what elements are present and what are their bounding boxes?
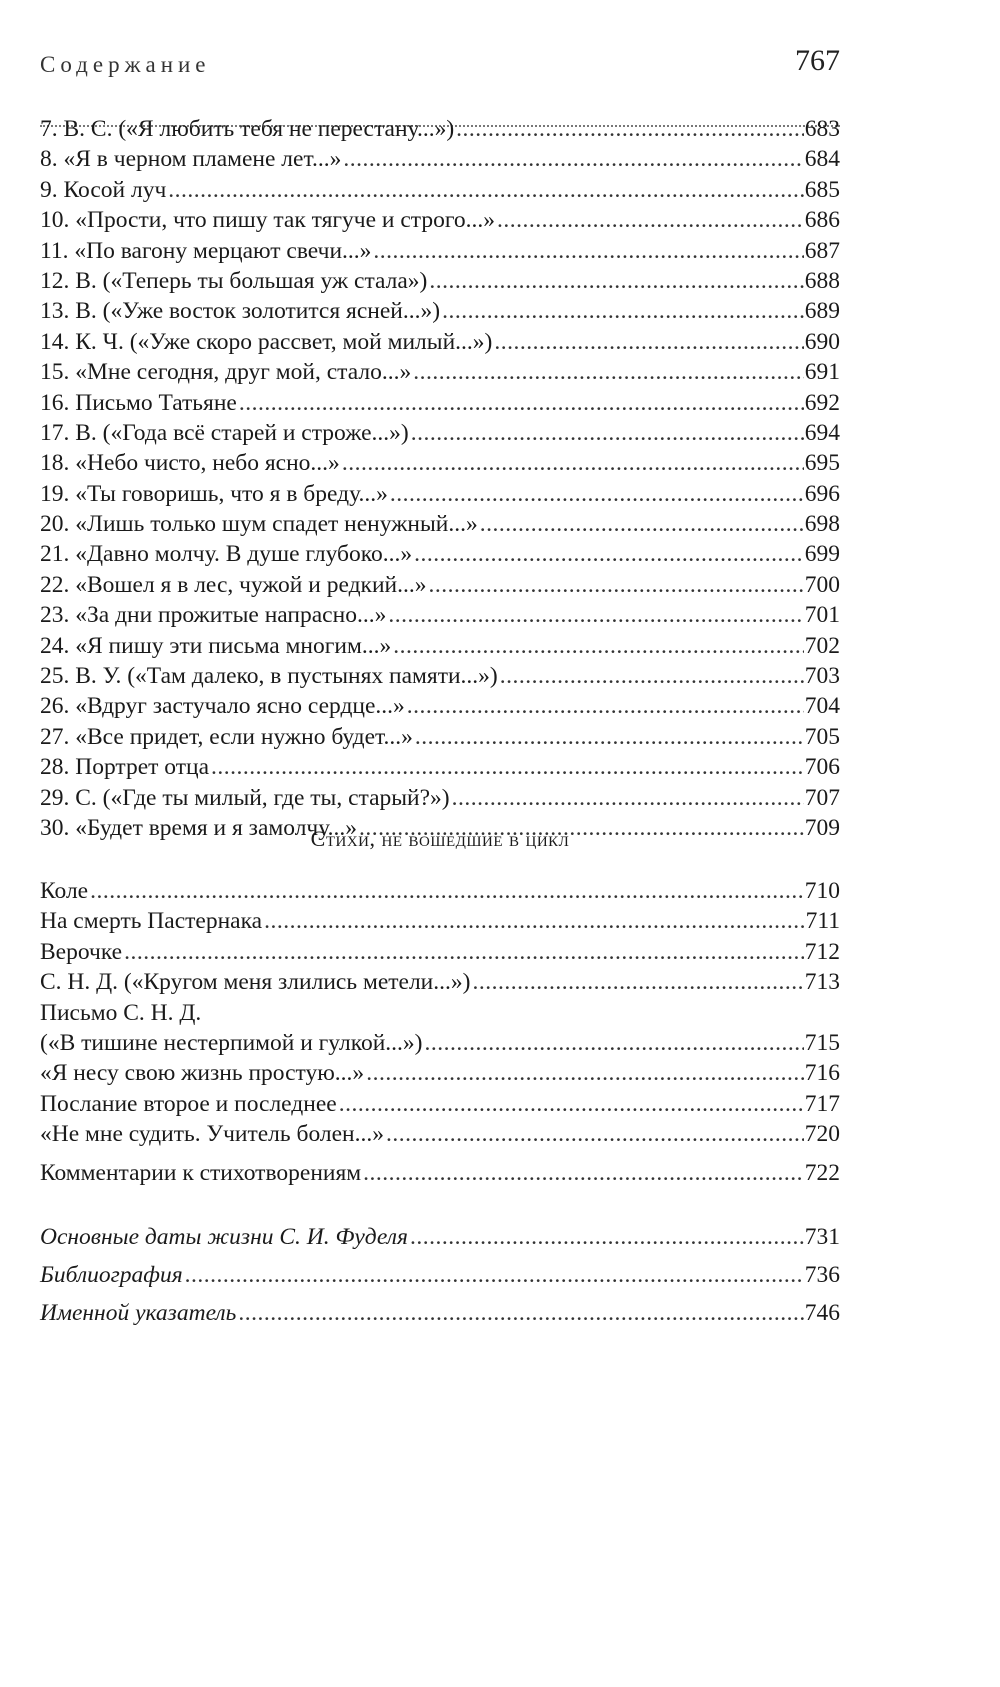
toc-entry-title: 24. «Я пишу эти письма многим...» <box>40 632 392 659</box>
toc-entry-title: Послание второе и последнее <box>40 1090 337 1117</box>
dot-leader <box>239 388 804 418</box>
toc-row <box>40 691 840 721</box>
dot-leader <box>456 114 804 144</box>
cycle-toc-list <box>40 114 840 843</box>
dot-leader <box>366 1058 804 1088</box>
toc-entry-title: 12. В. («Теперь ты большая уж стала») <box>40 267 428 294</box>
dot-leader <box>425 1028 804 1058</box>
dot-leader <box>480 509 804 539</box>
extra-toc-list <box>40 876 840 1150</box>
dot-leader <box>339 1089 804 1119</box>
dot-leader <box>185 1256 804 1294</box>
dot-leader <box>343 144 803 174</box>
toc-entry-title: 7. В. С. («Я любить тебя не перестану...») <box>40 116 455 142</box>
dot-leader <box>472 967 803 997</box>
toc-entry-title: Комментарии к стихотворениям <box>40 1160 362 1186</box>
dot-leader <box>452 783 804 813</box>
toc-entry-page: 686 <box>804 207 840 234</box>
toc-row <box>40 539 840 569</box>
toc-entry-title: 28. Портрет отца <box>40 754 210 781</box>
toc-entry-title: Коле <box>40 878 89 904</box>
dot-leader <box>373 236 803 266</box>
toc-row <box>40 479 840 509</box>
toc-entry-title: 26. «Вдруг застучало ясно сердце...» <box>40 693 405 720</box>
toc-row <box>40 752 840 782</box>
dot-leader <box>90 876 804 906</box>
toc-row <box>40 783 840 813</box>
toc-entry-page: 713 <box>804 969 840 996</box>
dot-leader <box>414 539 804 569</box>
toc-entry-page: 706 <box>804 754 840 781</box>
toc-row <box>40 876 840 906</box>
dot-leader <box>390 479 804 509</box>
dot-leader <box>497 205 804 235</box>
toc-entry-title: 15. «Мне сегодня, друг мой, стало...» <box>40 359 412 386</box>
dot-leader <box>124 937 804 967</box>
dot-leader <box>494 327 803 357</box>
toc-entry-title: 18. «Небо чисто, небо ясно...» <box>40 450 340 477</box>
toc-row <box>40 418 840 448</box>
dot-leader <box>415 722 804 752</box>
toc-entry-page: 691 <box>804 359 840 386</box>
toc-entry-title: 21. «Давно молчу. В душе глубоко...» <box>40 541 413 568</box>
page-number: 767 <box>795 44 840 77</box>
toc-row <box>40 631 840 661</box>
toc-entry-page: 705 <box>804 723 840 750</box>
dot-leader <box>411 418 804 448</box>
toc-entry-page: 702 <box>804 632 840 659</box>
toc-row <box>40 1218 840 1256</box>
toc-entry-title: («В тишине нестерпимой и гулкой...») <box>40 1029 423 1056</box>
toc-row <box>40 357 840 387</box>
dot-leader <box>388 600 803 630</box>
toc-entry-title: «Я несу свою жизнь простую...» <box>40 1060 365 1087</box>
appendix-toc-list <box>40 1218 840 1332</box>
toc-entry-page: 709 <box>804 814 840 841</box>
toc-entry-page: 694 <box>804 419 840 446</box>
dot-leader <box>407 691 804 721</box>
toc-entry-title: Именной указатель <box>40 1300 237 1326</box>
toc-entry-page: 687 <box>804 237 840 264</box>
toc-entry-title: «Не мне судить. Учитель болен...» <box>40 1121 384 1148</box>
toc-row <box>40 1294 840 1332</box>
toc-entry-page: 716 <box>804 1060 840 1087</box>
toc-row <box>40 296 840 326</box>
dot-leader <box>442 296 804 326</box>
toc-entry-page: 722 <box>804 1160 840 1186</box>
toc-row <box>40 388 840 418</box>
toc-entry-page: 688 <box>804 267 840 294</box>
dot-leader <box>238 1294 803 1332</box>
dot-leader <box>413 357 804 387</box>
toc-row <box>40 998 840 1028</box>
dot-leader <box>386 1119 804 1149</box>
toc-row <box>40 448 840 478</box>
section-heading: Стихи, не вошедшие в цикл <box>310 826 570 851</box>
toc-row <box>40 205 840 235</box>
toc-row <box>40 722 840 752</box>
toc-row <box>40 114 840 144</box>
dot-leader <box>393 631 804 661</box>
toc-entry-page: 746 <box>804 1300 840 1326</box>
dot-leader <box>211 752 804 782</box>
toc-entry-title: Основные даты жизни С. И. Фуделя <box>40 1224 408 1250</box>
toc-entry-title: 19. «Ты говоришь, что я в бреду...» <box>40 480 388 507</box>
toc-entry-title: С. Н. Д. («Кругом меня злились метели...») <box>40 969 471 996</box>
toc-entry-title: 30. «Будет время и я замолчу...» <box>40 814 358 841</box>
toc-row <box>40 600 840 630</box>
toc-entry-title: 25. В. У. («Там далеко, в пустынях памяти...») <box>40 663 498 690</box>
toc-entry-title: 14. К. Ч. («Уже скоро рассвет, мой милый...») <box>40 328 493 355</box>
toc-entry-page: 715 <box>804 1029 840 1056</box>
dot-leader <box>363 1158 804 1188</box>
dot-leader <box>264 906 805 936</box>
toc-row <box>40 1028 840 1058</box>
dot-leader <box>168 175 803 205</box>
toc-entry-page: 707 <box>804 784 840 811</box>
toc-row <box>40 661 840 691</box>
toc-entry-page: 684 <box>804 146 840 173</box>
toc-entry-page: 720 <box>804 1121 840 1148</box>
toc-entry-page: 689 <box>804 298 840 325</box>
toc-row <box>40 236 840 266</box>
toc-entry-page: 712 <box>804 938 840 965</box>
toc-entry-title: 20. «Лишь только шум спадет ненужный...» <box>40 511 478 538</box>
dot-leader <box>410 1218 804 1256</box>
toc-entry-page: 736 <box>804 1262 840 1288</box>
toc-entry-title: На смерть Пастернака <box>40 908 263 935</box>
toc-entry-page: 685 <box>804 176 840 203</box>
toc-entry-title: 13. В. («Уже восток золотится ясней...») <box>40 298 441 325</box>
toc-entry-title: 9. Косой луч <box>40 176 167 203</box>
toc-entry-title: 27. «Все придет, если нужно будет...» <box>40 723 413 750</box>
toc-entry-page: 717 <box>804 1090 840 1117</box>
toc-row <box>40 509 840 539</box>
toc-entry-page: 698 <box>804 511 840 538</box>
toc-row <box>40 1256 840 1294</box>
toc-entry-title: 16. Письмо Татьяне <box>40 389 237 416</box>
toc-row <box>40 175 840 205</box>
toc-row <box>40 937 840 967</box>
toc-entry-title: 17. В. («Года всё старей и строже...») <box>40 419 409 446</box>
toc-entry-title: Верочке <box>40 938 123 965</box>
toc-entry-page: 711 <box>805 908 840 935</box>
toc-entry-page: 710 <box>804 878 840 904</box>
toc-entry-page: 692 <box>804 389 840 416</box>
book-page <box>40 0 840 1687</box>
toc-row <box>40 570 840 600</box>
toc-entry-title: 11. «По вагону мерцают свечи...» <box>40 237 372 264</box>
toc-entry-title: Письмо С. Н. Д. <box>40 999 202 1026</box>
toc-row <box>40 144 840 174</box>
toc-row <box>40 266 840 296</box>
toc-entry-page: 731 <box>804 1224 840 1250</box>
toc-entry-page: 695 <box>804 450 840 477</box>
toc-entry-page: 701 <box>804 602 840 629</box>
toc-row <box>40 1158 840 1188</box>
toc-row <box>40 327 840 357</box>
dot-leader <box>428 570 803 600</box>
toc-entry-page: 703 <box>804 663 840 690</box>
running-head <box>40 44 840 84</box>
toc-entry-title: 29. С. («Где ты милый, где ты, старый?») <box>40 784 450 811</box>
toc-entry-page: 683 <box>804 116 840 142</box>
toc-entry-title: 10. «Прости, что пишу так тягуче и строго...» <box>40 207 496 234</box>
toc-row <box>40 1119 840 1149</box>
dot-leader <box>342 448 804 478</box>
toc-entry-page: 690 <box>804 328 840 355</box>
running-title: Содержание <box>40 52 211 77</box>
toc-row <box>40 1089 840 1119</box>
dot-leader <box>429 266 803 296</box>
toc-entry-title: Библиография <box>40 1262 183 1288</box>
toc-entry-title: 22. «Вошел я в лес, чужой и редкий...» <box>40 571 427 598</box>
toc-entry-page: 696 <box>804 480 840 507</box>
toc-entry-title: 8. «Я в черном пламене лет...» <box>40 146 342 173</box>
toc-entry-title: 23. «За дни прожитые напрасно...» <box>40 602 387 629</box>
toc-entry-page: 704 <box>804 693 840 720</box>
dot-leader <box>500 661 804 691</box>
commentary-toc-list <box>40 1158 840 1188</box>
toc-row <box>40 906 840 936</box>
toc-row <box>40 967 840 997</box>
toc-row <box>40 1058 840 1088</box>
toc-entry-page: 699 <box>804 541 840 568</box>
toc-entry-page: 700 <box>804 571 840 598</box>
